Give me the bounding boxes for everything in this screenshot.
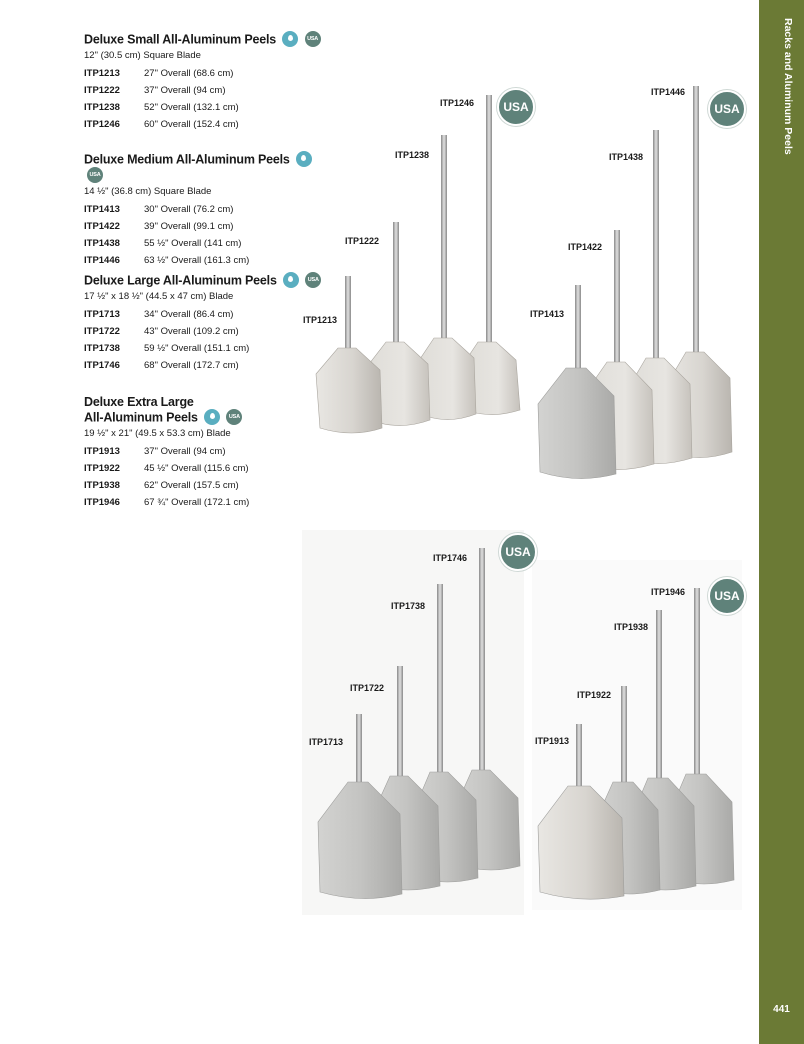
item-code: ITP1413 <box>84 204 120 215</box>
blade-size: 12" (30.5 cm) Square Blade <box>84 50 201 61</box>
photo-label: ITP1222 <box>345 236 380 246</box>
item-overall: 67 ¾" Overall (172.1 cm) <box>144 497 250 508</box>
peel-itp1913 <box>538 724 624 899</box>
photo-label: ITP1438 <box>609 152 644 162</box>
item-code: ITP1938 <box>84 480 120 491</box>
item-overall: 59 ½" Overall (151.1 cm) <box>144 343 250 354</box>
item-overall: 43" Overall (109.2 cm) <box>144 326 239 337</box>
section-title-line: Deluxe Small All-Aluminum Peels <box>84 32 277 47</box>
sidebar-title: Racks and Aluminum Peels <box>782 18 794 155</box>
item-overall: 62" Overall (157.5 cm) <box>144 480 239 491</box>
photo-label: ITP1746 <box>433 553 468 563</box>
photo-label: ITP1713 <box>309 737 344 747</box>
item-code: ITP1438 <box>84 238 120 249</box>
usa-badge-icon: USA <box>226 409 242 425</box>
usa-badge-icon: USA <box>499 533 537 571</box>
item-code: ITP1246 <box>84 119 120 130</box>
item-code: ITP1946 <box>84 497 120 508</box>
section-title-line: Deluxe Medium All-Aluminum Peels <box>84 152 290 167</box>
item-code: ITP1922 <box>84 463 120 474</box>
page-number: 441 <box>773 1004 790 1015</box>
item-overall: 37" Overall (94 cm) <box>144 446 226 457</box>
item-code: ITP1746 <box>84 360 120 371</box>
photo-label: ITP1422 <box>568 242 603 252</box>
photo-label: ITP1738 <box>391 601 426 611</box>
item-overall: 68" Overall (172.7 cm) <box>144 360 239 371</box>
item-code: ITP1713 <box>84 309 120 320</box>
blade-size: 19 ½" x 21" (49.5 x 53.3 cm) Blade <box>84 428 231 439</box>
usa-badge-icon: USA <box>87 167 103 183</box>
item-code: ITP1222 <box>84 85 120 96</box>
item-overall: 60" Overall (152.4 cm) <box>144 119 239 130</box>
usa-badge-icon: USA <box>708 577 746 615</box>
photo-label: ITP1238 <box>395 150 430 160</box>
usa-badge-icon: USA <box>305 31 321 47</box>
section-title-line: Deluxe Extra Large <box>84 395 194 409</box>
item-code: ITP1446 <box>84 255 120 266</box>
usa-badge-icon: USA <box>497 88 535 126</box>
item-overall: 30" Overall (76.2 cm) <box>144 204 234 215</box>
photo-label: ITP1946 <box>651 587 686 597</box>
item-code: ITP1722 <box>84 326 120 337</box>
item-overall: 39" Overall (99.1 cm) <box>144 221 234 232</box>
usa-badge-icon: USA <box>708 90 746 128</box>
item-code: ITP1422 <box>84 221 120 232</box>
item-overall: 45 ½" Overall (115.6 cm) <box>144 463 249 474</box>
section-title-line: All-Aluminum Peels <box>84 410 198 425</box>
item-overall: 37" Overall (94 cm) <box>144 85 226 96</box>
item-overall: 34" Overall (86.4 cm) <box>144 309 234 320</box>
item-overall: 63 ½" Overall (161.3 cm) <box>144 255 250 266</box>
photo-label: ITP1722 <box>350 683 385 693</box>
photo-label: ITP1213 <box>303 315 338 325</box>
item-overall: 52" Overall (132.1 cm) <box>144 102 239 113</box>
blade-size: 14 ½" (36.8 cm) Square Blade <box>84 186 212 197</box>
photo-label: ITP1413 <box>530 309 565 319</box>
blade-size: 17 ½" x 18 ½" (44.5 x 47 cm) Blade <box>84 291 234 302</box>
photo-label: ITP1922 <box>577 690 612 700</box>
photo-label: ITP1913 <box>535 736 570 746</box>
photo-label: ITP1446 <box>651 87 686 97</box>
photo-label: ITP1938 <box>614 622 649 632</box>
item-code: ITP1738 <box>84 343 120 354</box>
item-code: ITP1913 <box>84 446 120 457</box>
item-code: ITP1213 <box>84 68 120 79</box>
photo-label: ITP1246 <box>440 98 475 108</box>
item-overall: 55 ½" Overall (141 cm) <box>144 238 242 249</box>
item-code: ITP1238 <box>84 102 120 113</box>
item-overall: 27" Overall (68.6 cm) <box>144 68 234 79</box>
section-title-line: Deluxe Large All-Aluminum Peels <box>84 273 277 288</box>
usa-badge-icon: USA <box>305 272 321 288</box>
peel-itp1213 <box>316 276 382 433</box>
